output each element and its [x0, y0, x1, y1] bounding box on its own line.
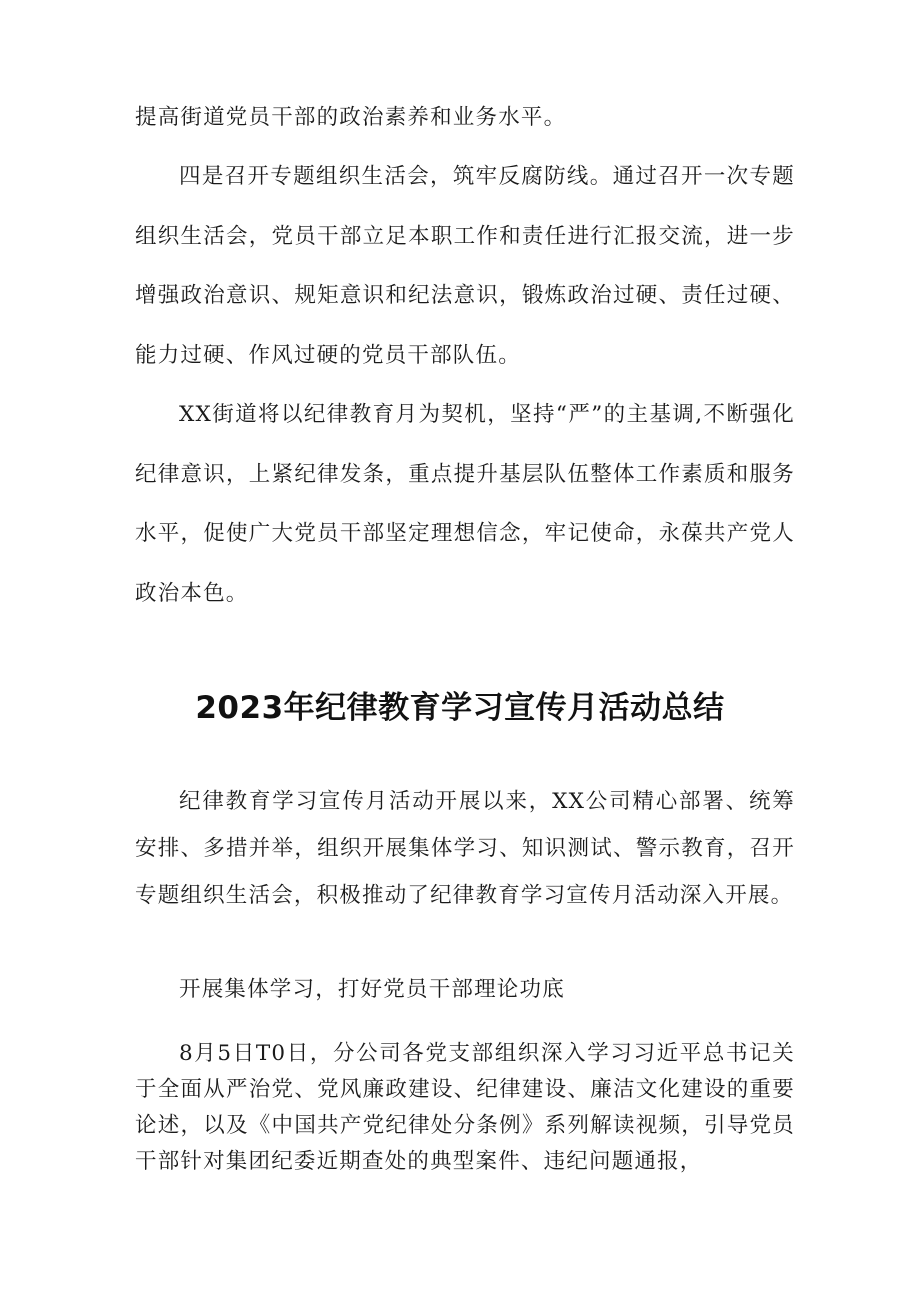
- paragraph-collective-study: 8月5日T0日，分公司各党支部组织深入学习习近平总书记关于全面从严治党、党风廉政建设、纪律建设、廉洁文化建设的重要论述，以及《中国共产党纪律处分条例》系列解读视频，引导党员干部针对集团纪委近期查处的典型案件、违纪问题通报，: [135, 1041, 795, 1174]
- paragraph-continuation: 提高街道党员干部的政治素养和业务水平。: [135, 105, 567, 130]
- page-title: 2023年纪律教育学习宣传月活动总结: [195, 690, 725, 726]
- paragraph-summary-intro: 纪律教育学习宣传月活动开展以来，XX公司精心部署、统筹安排、多措并举，组织开展集体学习、知识测试、警示教育，召开专题组织生活会，积极推动了纪律教育学习宣传月活动深入开展。: [135, 789, 795, 908]
- paragraph-street-conclusion: XX街道将以纪律教育月为契机，坚持“严”的主基调,不断强化纪律意识，上紧纪律发条，重点提升基层队伍整体工作素质和服务水平，促使广大党员干部坚定理想信念，牢记使命，永葆共产党人政治本色。: [135, 402, 795, 606]
- paragraph-special-meeting: 四是召开专题组织生活会，筑牢反腐防线。通过召开一次专题组织生活会，党员干部立足本职工作和责任进行汇报交流，进一步增强政治意识、规矩意识和纪法意识，锻炼政治过硬、责任过硬、能力过硬、作风过硬的党员干部队伍。: [135, 164, 795, 368]
- section-subheading: 开展集体学习，打好党员干部理论功底: [179, 977, 565, 1002]
